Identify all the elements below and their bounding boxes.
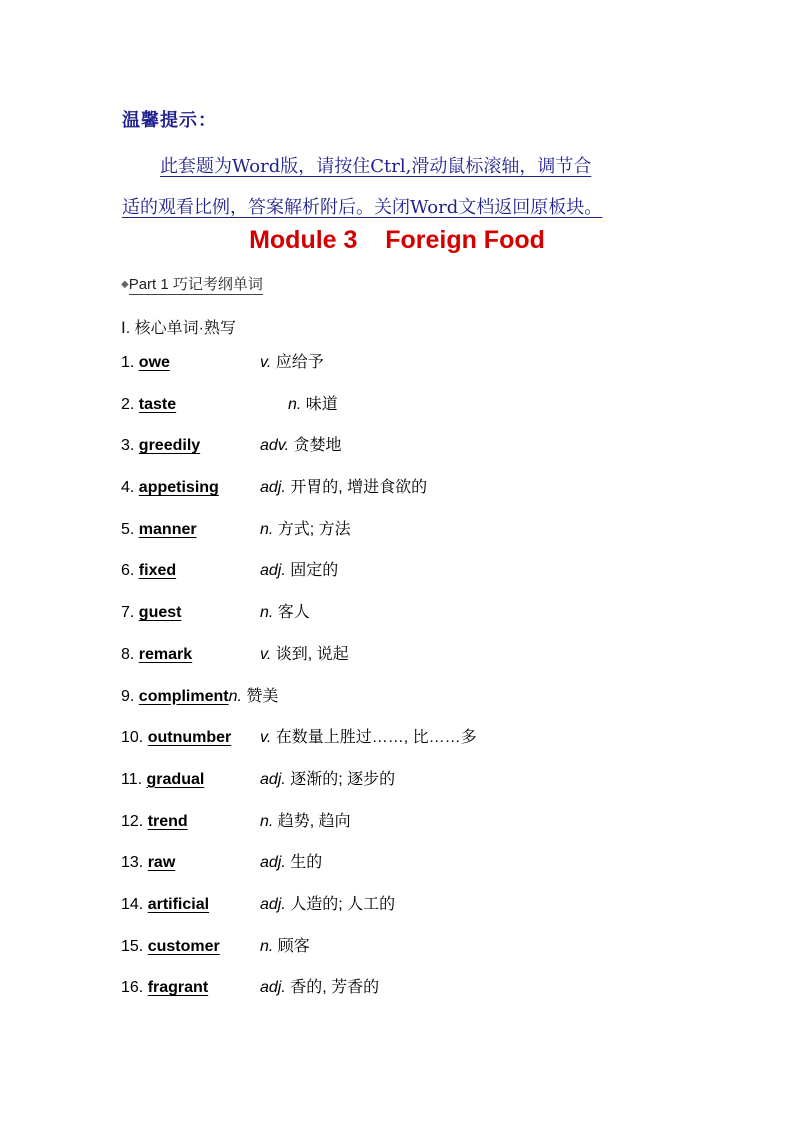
item-definition xyxy=(260,519,351,541)
list-item xyxy=(121,394,681,436)
list-item xyxy=(121,977,681,1019)
item-word: gradual xyxy=(146,770,205,788)
item-number: 6. xyxy=(121,562,135,580)
item-pos: adj. xyxy=(260,770,286,788)
item-number: 12. xyxy=(121,812,144,830)
item-entry xyxy=(121,519,197,541)
item-definition xyxy=(260,352,324,374)
item-entry xyxy=(121,811,188,833)
item-meaning: 味道 xyxy=(301,395,338,413)
item-pos: adj. xyxy=(260,562,286,580)
item-meaning: 人造的; 人工的 xyxy=(285,895,396,913)
tip-line-2: 适的观看比例，答案解析附后。关闭Word文档返回原板块。 xyxy=(122,197,603,218)
item-word: owe xyxy=(138,354,170,371)
tip-line-1: 此套题为Word版，请按住Ctrl,滑动鼠标滚轴，调节合 xyxy=(160,156,592,177)
item-number: 14. xyxy=(121,895,144,913)
item-entry xyxy=(121,477,219,499)
item-pos: n. xyxy=(288,395,302,413)
item-definition xyxy=(260,644,349,666)
item-pos: v. xyxy=(260,729,272,747)
item-pos: adj. xyxy=(260,479,286,497)
item-word: outnumber xyxy=(147,729,232,747)
item-word: fixed xyxy=(138,562,177,580)
item-meaning: 开胃的, 增进食欲的 xyxy=(285,479,428,497)
item-number: 7. xyxy=(121,604,135,622)
list-item xyxy=(121,644,681,686)
list-item xyxy=(121,936,681,978)
item-pos: adv. xyxy=(260,437,290,455)
item-word: raw xyxy=(147,854,176,872)
item-number: 16. xyxy=(121,979,144,997)
tip-title: 温馨提示： xyxy=(122,110,217,131)
item-definition xyxy=(260,560,338,582)
item-meaning: 贪婪地 xyxy=(289,437,342,455)
list-item xyxy=(121,519,681,561)
item-pos: n. xyxy=(260,937,274,955)
item-number: 15. xyxy=(121,937,144,955)
item-definition xyxy=(229,688,279,705)
tip-body xyxy=(122,146,678,228)
item-meaning: 赞美 xyxy=(241,687,279,705)
item-meaning: 固定的 xyxy=(285,562,339,580)
item-number: 8. xyxy=(121,645,135,663)
item-entry xyxy=(121,394,176,416)
part-label: Part 1 巧记考纲单词 xyxy=(128,276,263,293)
item-entry xyxy=(121,894,209,916)
item-entry xyxy=(121,769,204,791)
item-entry xyxy=(121,936,220,958)
item-pos: adj. xyxy=(260,895,286,913)
item-number: 10. xyxy=(121,729,144,747)
item-definition xyxy=(260,435,342,457)
item-word: compliment xyxy=(138,687,229,705)
list-item xyxy=(121,435,681,477)
module-title: Module 3 Foreign Food xyxy=(249,226,545,254)
item-pos: adj. xyxy=(260,854,286,872)
item-pos: adj. xyxy=(260,979,286,997)
item-meaning: 应给予 xyxy=(271,354,324,371)
item-word: customer xyxy=(147,937,220,955)
item-pos: n. xyxy=(260,520,274,538)
item-number: 13. xyxy=(121,854,144,872)
item-word: appetising xyxy=(138,479,219,497)
item-word: greedily xyxy=(138,437,201,455)
item-definition xyxy=(260,769,395,791)
item-definition xyxy=(260,977,379,999)
list-item xyxy=(121,602,681,644)
item-entry xyxy=(121,435,200,457)
item-definition xyxy=(260,852,322,874)
item-number: 3. xyxy=(121,437,135,455)
item-pos: v. xyxy=(260,354,272,371)
item-meaning: 逐渐的; 逐步的 xyxy=(285,770,396,788)
item-pos: n. xyxy=(260,604,274,622)
item-pos: v. xyxy=(260,645,272,663)
list-item xyxy=(121,811,681,853)
section-heading: Ⅰ. 核心单词·熟写 xyxy=(121,320,236,337)
item-number: 5. xyxy=(121,520,135,538)
item-pos: n. xyxy=(260,812,274,830)
item-entry xyxy=(121,644,192,666)
item-entry xyxy=(121,977,208,999)
item-number: 1. xyxy=(121,354,135,371)
item-entry xyxy=(121,352,170,374)
item-definition xyxy=(260,727,477,749)
item-meaning: 生的 xyxy=(285,854,323,872)
item-entry xyxy=(121,602,181,624)
item-meaning: 谈到, 说起 xyxy=(271,645,349,663)
item-word: trend xyxy=(147,812,188,830)
item-meaning: 顾客 xyxy=(273,937,310,955)
item-word: guest xyxy=(138,604,182,622)
list-item xyxy=(121,894,681,936)
item-definition xyxy=(260,602,310,624)
item-meaning: 方式; 方法 xyxy=(273,520,351,538)
list-item xyxy=(121,852,681,894)
diamond-bullet-icon: ◆ xyxy=(121,279,129,290)
item-number: 11. xyxy=(121,770,143,788)
list-item xyxy=(121,477,681,519)
item-meaning: 在数量上胜过……, 比……多 xyxy=(271,729,477,747)
item-definition xyxy=(260,936,310,958)
vocab-list xyxy=(121,352,681,1019)
item-word: remark xyxy=(138,645,193,663)
item-definition xyxy=(260,811,351,833)
item-word: fragrant xyxy=(147,979,209,997)
item-definition xyxy=(260,477,427,499)
item-entry xyxy=(121,852,175,874)
list-item xyxy=(121,727,681,769)
item-number: 9. xyxy=(121,687,135,705)
item-entry xyxy=(121,560,176,582)
item-entry xyxy=(121,727,231,749)
list-item xyxy=(121,686,681,728)
item-meaning: 客人 xyxy=(273,604,310,622)
list-item xyxy=(121,352,681,394)
item-word: manner xyxy=(138,520,197,538)
item-word: artificial xyxy=(147,895,210,913)
item-definition xyxy=(260,894,395,916)
list-item xyxy=(121,560,681,602)
item-meaning: 趋势, 趋向 xyxy=(273,812,351,830)
item-entry xyxy=(121,688,229,705)
item-number: 4. xyxy=(121,479,135,497)
item-number: 2. xyxy=(121,395,135,413)
list-item xyxy=(121,769,681,811)
part-heading xyxy=(121,273,263,294)
item-word: taste xyxy=(138,395,177,413)
item-meaning: 香的, 芳香的 xyxy=(285,979,380,997)
item-definition xyxy=(288,394,338,416)
item-pos: n. xyxy=(228,687,242,705)
